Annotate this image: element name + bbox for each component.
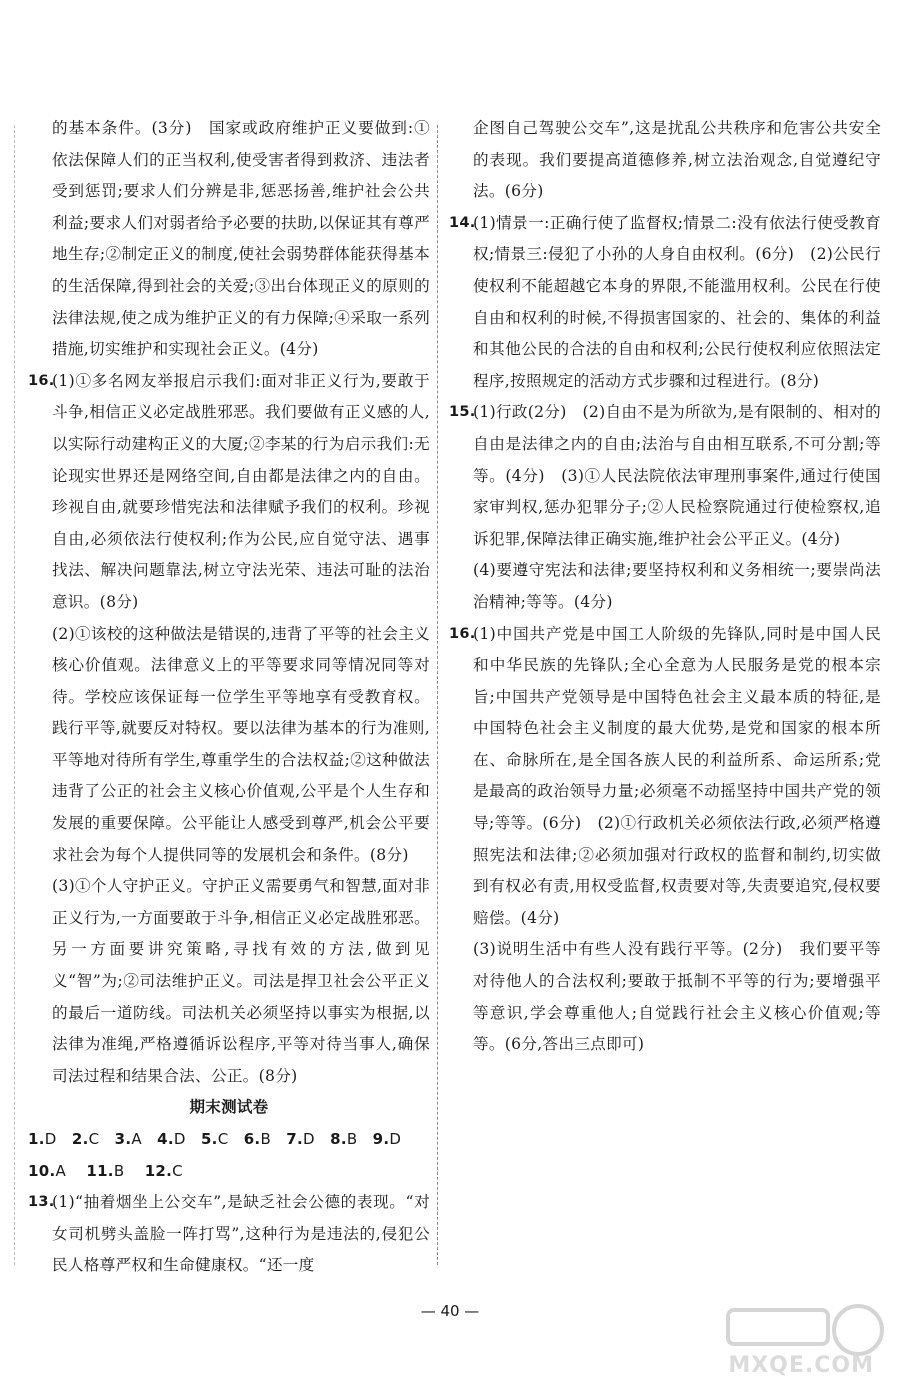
mc-answer: C bbox=[88, 1130, 100, 1148]
mc-number: 6. bbox=[243, 1130, 261, 1148]
mc-answer: B bbox=[346, 1130, 358, 1148]
item-number: 16. bbox=[449, 625, 476, 642]
section-title: 期末测试卷 bbox=[189, 1098, 269, 1117]
mc-answer: D bbox=[389, 1130, 402, 1148]
answer-text: (1)情景一:正确行使了监督权;情景二:没有依法行使受教育权;情景三:侵犯了小孙的人身自由权利。(6分) (2)公民行使权利不能超越它本身的界限,不能滥用权利。公民在行使自由和权利的时候,不得损害国家的、社会的、集体的利益和其他公民的合法的自由和权利;公民行使权利应依照法定程序,按照规定的活动方式步骤和过程进行。(8分) bbox=[473, 213, 881, 390]
column-divider bbox=[437, 125, 438, 1265]
mc-number: 5. bbox=[200, 1130, 218, 1148]
item-number: 15. bbox=[449, 404, 476, 421]
mc-answer: D bbox=[303, 1130, 315, 1148]
answer-paragraph: 的基本条件。(3分) 国家或政府维护正义要做到:①依法保障人们的正当权利,使受害者得到救济、违法者受到惩罚;要求人们分辨是非,惩恶扬善,维护社会公共利益;要求人们对弱者给予必要的扶助,以保证其有尊严地生存;②制定正义的制度,使社会弱势群体能获得基本的生活保障,得到社会的关爱;③出台体现正义的原则的法律法规,使之成为维护正义的有力保障;④采取一系列措施,切实维护和实现社会正义。(4分) bbox=[52, 119, 430, 359]
answer-text: (1)行政(2分) (2)自由不是为所欲为,是有限制的、相对的自由是法律之内的自由;法治与自由相互联系,不可分割;等等。(4分) (3)①人民法院依法审理刑事案件,通过行使国家审判权,惩办犯罪分子;②人民检察院通过行使检察权,追诉犯罪,保障法律正确实施,维护社会公平正义。(4分) bbox=[473, 403, 881, 548]
mc-number: 8. bbox=[330, 1130, 347, 1148]
answer-paragraph: 企图自己驾驶公交车”,这是扰乱公共秩序和危害公共安全的表现。我们要提高道德修养,树立法治观念,自觉遵纪守法。(6分) bbox=[473, 119, 881, 201]
answer-paragraph: (2)①该校的这种做法是错误的,违背了平等的社会主义核心价值观。法律意义上的平等要求同等情况同等对待。学校应该保证每一位学生平等地享有受教育权。践行平等,就要反对特权。要以法律为基本的行为准则,平等地对待所有学生,尊重学生的合法权益;②这种做法违背了公正的社会主义核心价值观,公平是个人生存和发展的重要保障。公平能让人感受到尊严,机会公平要求社会为每个人提供同等的发展机会和条件。(8分) bbox=[52, 624, 430, 864]
mc-number: 10. bbox=[28, 1161, 56, 1180]
left-column bbox=[28, 113, 430, 1282]
mc-answer: B bbox=[113, 1161, 125, 1180]
multiple-choice-row-1 bbox=[28, 1124, 430, 1156]
answer-item-13 bbox=[28, 1187, 430, 1282]
mc-answer: C bbox=[172, 1161, 183, 1180]
mc-number: 3. bbox=[114, 1130, 132, 1148]
mc-answer: A bbox=[55, 1161, 67, 1180]
answer-item-14 bbox=[449, 208, 881, 398]
left-margin-rule bbox=[14, 125, 15, 1265]
mc-number: 11. bbox=[86, 1161, 114, 1180]
mc-answer: C bbox=[217, 1130, 229, 1148]
mc-answer: A bbox=[131, 1130, 142, 1148]
answer-item-15 bbox=[449, 397, 881, 555]
answer-item-16 bbox=[28, 366, 430, 619]
answer-text: (1)“抽着烟坐上公交车”,是缺乏社会公德的表现。“对女司机劈头盖脸一阵打骂”,这种行为是违法的,侵犯公民人格尊严权和生命健康权。“还一度 bbox=[52, 1193, 430, 1275]
answer-paragraph: (4)要遵守宪法和法律;要坚持权利和义务相统一;要崇尚法治精神;等等。(4分) bbox=[473, 561, 881, 611]
answer-text: (1)①多名网友举报启示我们:面对非正义行为,要敢于斗争,相信正义必定战胜邪恶。我们要做有正义感的人,以实际行动建构正义的大厦;②李某的行为启示我们:无论现实世界还是网络空间,自由都是法律之内的自由。珍视自由,就要珍惜宪法和法律赋予我们的权利。珍视自由,必须依法行使权利;作为公民,应自觉守法、遇事找法、解决问题靠法,树立守法光荣、违法可耻的法治意识。(8分) bbox=[52, 371, 430, 611]
mc-answer: B bbox=[260, 1130, 272, 1148]
answer-paragraph: (3)说明生活中有些人没有践行平等。(2分) 我们要平等对待他人的合法权利;要敢于抵制不平等的行为;要增强平等意识,学会尊重他人;自觉践行社会主义核心价值观;等等。(6分,答出三点即可) bbox=[473, 940, 881, 1054]
watermark-text: MXQE.COM bbox=[728, 1353, 874, 1378]
mc-number: 9. bbox=[372, 1130, 390, 1148]
mc-answer: D bbox=[44, 1130, 57, 1148]
item-number: 14. bbox=[449, 214, 476, 231]
item-number: 13. bbox=[28, 1194, 55, 1211]
answer-paragraph: (3)①个人守护正义。守护正义需要勇气和智慧,面对非正义行为,一方面要敢于斗争,相信正义必定战胜邪恶。另一方面要讲究策略,寻找有效的方法,做到见义“智”为;②司法维护正义。司法是捍卫社会公平正义的最后一道防线。司法机关必须坚持以事实为根据,以法律为准绳,严格遵循诉讼程序,平等对待当事人,确保司法过程和结果合法、公正。(8分) bbox=[52, 877, 430, 1085]
multiple-choice-row-2 bbox=[28, 1156, 430, 1188]
mc-number: 4. bbox=[157, 1130, 174, 1148]
mc-answer: D bbox=[173, 1130, 186, 1148]
answer-text: (1)中国共产党是中国工人阶级的先锋队,同时是中国人民和中华民族的先锋队;全心全意为人民服务是党的根本宗旨;中国共产党领导是中国特色社会主义最本质的特征,是中国特色社会主义制度的最大优势,是党和国家的根本所在、命脉所在,是全国各族人民的利益所系、命运所系;党是最高的政治领导力量;必须毫不动摇坚持中国共产党的领导;等等。(6分) (2)①行政机关必须依法行政,必须严格遵照宪法和法律;②必须加强对行政权的监督和制约,切实做到有权必有责,用权受监督,权责要对等,失责要追究,侵权要赔偿。(4分) bbox=[473, 624, 881, 927]
right-column bbox=[449, 113, 881, 1061]
mc-number: 7. bbox=[286, 1130, 303, 1148]
mc-number: 1. bbox=[28, 1130, 45, 1148]
answer-item-16 bbox=[449, 619, 881, 935]
watermark-logo bbox=[718, 1300, 888, 1380]
item-number: 16. bbox=[28, 372, 55, 389]
page-number: — 40 — bbox=[420, 1302, 480, 1320]
mc-number: 12. bbox=[144, 1161, 173, 1180]
mc-number: 2. bbox=[71, 1130, 89, 1148]
